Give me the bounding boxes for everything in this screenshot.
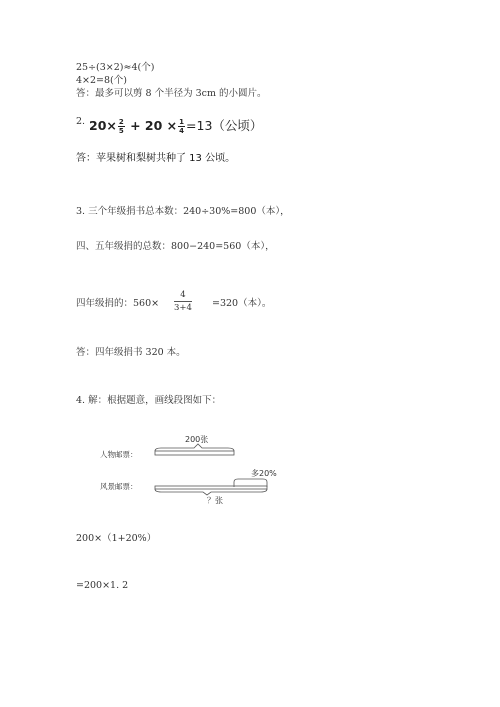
line-division: 25÷(3×2)≈4(个) <box>76 62 155 73</box>
extra-label: 多20% <box>251 469 277 478</box>
fraction-2 <box>178 118 185 135</box>
unknown-label: ？张 <box>207 496 223 505</box>
calc-line-2: =200×1. 2 <box>76 580 129 591</box>
line-segment-diagram <box>95 428 285 508</box>
fraction-2-numerator: 1 <box>179 118 185 126</box>
fraction-1-denominator: 5 <box>118 127 124 135</box>
question-2-label: 2. <box>76 116 86 127</box>
equation-left: 20× <box>89 118 117 133</box>
answer-1: 答：最多可以剪 8 个半径为 3cm 的小圆片。 <box>76 88 267 99</box>
row-2-bar <box>155 486 267 489</box>
answer-3: 答：四年级捐书 320 本。 <box>76 347 186 358</box>
line-multiplication: 4×2=8(个) <box>76 75 127 86</box>
fraction-1-numerator: 2 <box>118 118 124 126</box>
question-3-fraction-denominator: 3+4 <box>174 303 192 313</box>
question-3-line-3-right: =320（本）。 <box>212 298 272 309</box>
top-brace <box>155 444 234 451</box>
row-2-label: 风景邮票： <box>100 482 138 491</box>
question-3-line-1: 3. 三个年级捐书总本数：240÷30%=800（本）， <box>76 206 290 217</box>
question-3-fraction <box>174 290 192 313</box>
bottom-brace <box>155 489 267 495</box>
question-4-line: 4. 解：根据题意，画线段图如下： <box>76 395 222 406</box>
row-1-label: 人物邮票： <box>100 450 138 459</box>
equation-middle: + 20 × <box>130 118 178 133</box>
equation-right: =13（公顷） <box>186 118 263 133</box>
question-3-line-3-left: 四年级捐的：560× <box>76 298 160 309</box>
calc-line-1: 200×（1+20%） <box>76 533 157 544</box>
question-3-fraction-numerator: 4 <box>174 290 192 302</box>
answer-2: 答：苹果树和梨树共种了 13 公顷。 <box>76 153 236 164</box>
equation-2 <box>89 116 262 135</box>
fraction-2-denominator: 4 <box>179 127 185 135</box>
row-1-bar <box>155 451 234 455</box>
fraction-1 <box>118 118 125 135</box>
top-value-label: 200张 <box>185 435 209 444</box>
question-3-line-2: 四、五年级捐的总数：800−240=560（本）， <box>76 241 275 252</box>
